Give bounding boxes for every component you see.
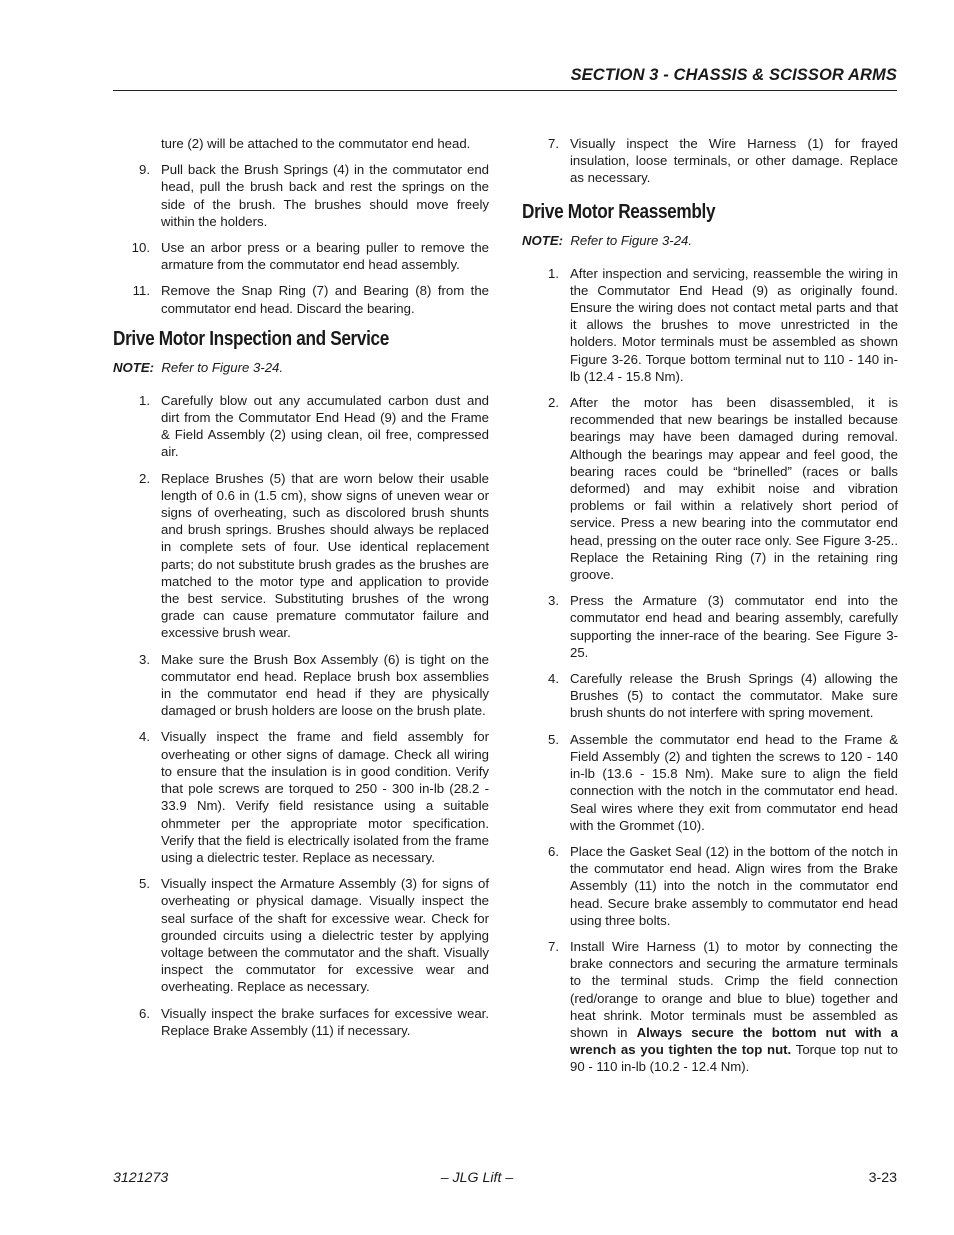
step-number: 5. [548,731,559,747]
step-text: Replace Brushes (5) that are worn below their usable length of 0.6 in (1.5 cm), show signs of uneven wear or signs of overheating, such as discolored brush shunts and brush springs. Brushes should always be replaced in complete sets of four. Use identical replacement parts; do not substitute brush grades as the brushes are matched to the motor type and application to provide the best service. Substituting brushes of the wrong grade can cause premature commutator failure and excessive brush wear. [161,470,489,641]
step-text-part: Torque top nut to 90 - 110 in-lb (10.2 - 12.4 Nm). [570,1042,898,1075]
list-item [522,265,898,385]
step-number: 3. [548,593,559,609]
step-text: Use an arbor press or a bearing puller to remove the armature from the commutator end head assembly. [161,240,489,273]
left-steps-top [113,161,489,317]
step-text-bold: Always secure the bottom nut with a wrench as you tighten the top nut. [570,1024,899,1058]
list-item [113,728,489,866]
note-text: Refer to Figure 3-24. [570,232,693,248]
list-item [113,282,489,316]
step-number: 3. [139,651,150,667]
list-item [522,731,898,834]
step-text: Remove the Snap Ring (7) and Bearing (8) from the commutator end head. Discard the bearing. [161,283,489,316]
step-text: Press the Armature (3) commutator end into the commutator end head and bearing assembly, carefully supporting the inner-race of the bearing. See Figure 3-25. [570,593,898,660]
reassembly-heading: Drive Motor Reassembly [522,200,716,223]
step-number: 2. [548,395,559,411]
step-number: 7. [548,136,559,151]
right-column [522,135,898,1085]
step-text: Visually inspect the brake surfaces for excessive wear. Replace Brake Assembly (11) if necessary. [161,1005,489,1038]
reassembly-steps [522,265,898,929]
note-label: NOTE: [113,359,155,375]
note-text: Refer to Figure 3-24. [161,359,284,375]
list-item [522,670,898,722]
step-text [570,939,898,1074]
step-number: 4. [548,671,559,687]
step-number: 11. [132,283,150,299]
inspection-heading: Drive Motor Inspection and Service [113,327,390,350]
inspection-note [113,359,489,376]
note-label: NOTE: [522,232,564,248]
page-number: 3-23 [868,1170,897,1186]
step-text: Assemble the commutator end head to the Frame & Field Assembly (2) and tighten the screws to 120 - 140 in-lb (13.6 - 15.8 Nm). Make sure to align the field connection with the notch in the commutator end head. Seal wires where they exit from commutator end head with the Grommet (10). [570,731,898,833]
step-number: 6. [548,843,559,859]
doc-number: 3121273 [113,1170,169,1186]
step-number: 1. [139,392,150,408]
reassembly-note [522,232,898,249]
section-title: SECTION 3 - CHASSIS & SCISSOR ARMS [570,66,897,84]
step-text: Visually inspect the frame and field assembly for overheating or other signs of damage. Check all wiring to ensure that the insulation is in good condition. Verify that pole screws are torqued to 250 - 300 in-lb (28.2 - 33.9 Nm). Verify field resistance using a suitable ohmmeter per the appropriate motor specification. Verify that the field is electrically isolated from the frame using a dielectric tester. Replace as necessary. [161,729,489,865]
list-item [113,875,489,995]
step-number: 6. [139,1005,150,1021]
list-item [113,470,489,642]
list-item [522,938,898,1076]
step-text: Make sure the Brush Box Assembly (6) is tight on the commutator end head. Replace brush box assemblies in the commutator end head if they are physically damaged or brush holders are loose on the brush plate. [161,651,489,719]
step-text: Place the Gasket Seal (12) in the bottom of the notch in the commutator end head. Align wires from the Brake Assembly (11) into the notch in the commutator end head. Secure brake assembly to commutator end head using three bolts. [570,843,898,928]
list-item [522,135,898,187]
list-item [113,651,489,720]
step-number: 5. [139,876,150,892]
step-text: Pull back the Brush Springs (4) in the commutator end head, pull the brush back and rest the springs on the side of the brush. The brushes should move freely within the holders. [161,162,489,229]
step-number: 2. [139,470,150,486]
step-text: Carefully blow out any accumulated carbon dust and dirt from the Commutator End Head (9) and the Frame & Field Assembly (2) using clean, oil free, compressed air. [161,392,489,460]
list-item [522,843,898,929]
step-text: After inspection and servicing, reassemble the wiring in the Commutator End Head (9) as originally found. Ensure the wiring does not contact metal parts and that it allows the brushes to move unrestricted in the holders. Motor terminals must be assembled as shown Figure 3-26. Torque bottom terminal nut to 110 - 140 in-lb (12.4 - 15.8 Nm). [570,265,898,384]
step-number: 10. [131,240,150,256]
footer-center: – JLG Lift – [440,1170,514,1186]
list-item [113,161,489,230]
left-column [113,135,489,1048]
list-item [113,1005,489,1039]
step-number: 7. [548,938,559,954]
step-text-part: Install Wire Harness (1) to motor by connecting the brake connectors and securing the armature terminals to the terminal studs. Crimp the field connection (red/orange to orange and blue to blue) together and heat shrink. Motor terminals must be assembled as shown in [570,938,898,1040]
list-item [113,392,489,461]
step-number: 4. [139,729,150,745]
list-item [522,394,898,583]
step-text: Visually inspect the Armature Assembly (3) for signs of overheating or physical damage. Visually inspect the seal surface of the shaft for excessive wear. Check for grounded circuits using a dielectric tester by applying voltage between the commutator and the shaft. Visually inspect the commutator for excessive wear and overheating. Replace as necessary. [161,876,489,995]
list-item [522,592,898,661]
step-text: After the motor has been disassembled, it is recommended that new bearings be installed because bearings may have been damaged during removal. Although the bearings may appear and feel good, the bearing races could be “brinelled” (races or balls deformed) and may exhibit noise and vibration problems or fail within a relatively short period of service. Press a new bearing into the commutator end head, pressing on the outer race only. See Figure 3-25.. Replace the Retaining Ring (7) in the retaining ring groove. [570,395,898,583]
step-text: Carefully release the Brush Springs (4) allowing the Brushes (5) to contact the commutator. Make sure brush shunts do not interfere with spring movement. [570,671,898,721]
list-item [113,239,489,273]
step-number: 9. [139,162,150,178]
step-text: Visually inspect the Wire Harness (1) for frayed insulation, loose terminals, or other damage. Replace as necessary. [570,136,898,186]
inspection-steps [113,392,489,1039]
header-rule [113,90,897,91]
continued-step-text: ture (2) will be attached to the commutator end head. [161,136,471,151]
step-number: 1. [548,265,559,281]
